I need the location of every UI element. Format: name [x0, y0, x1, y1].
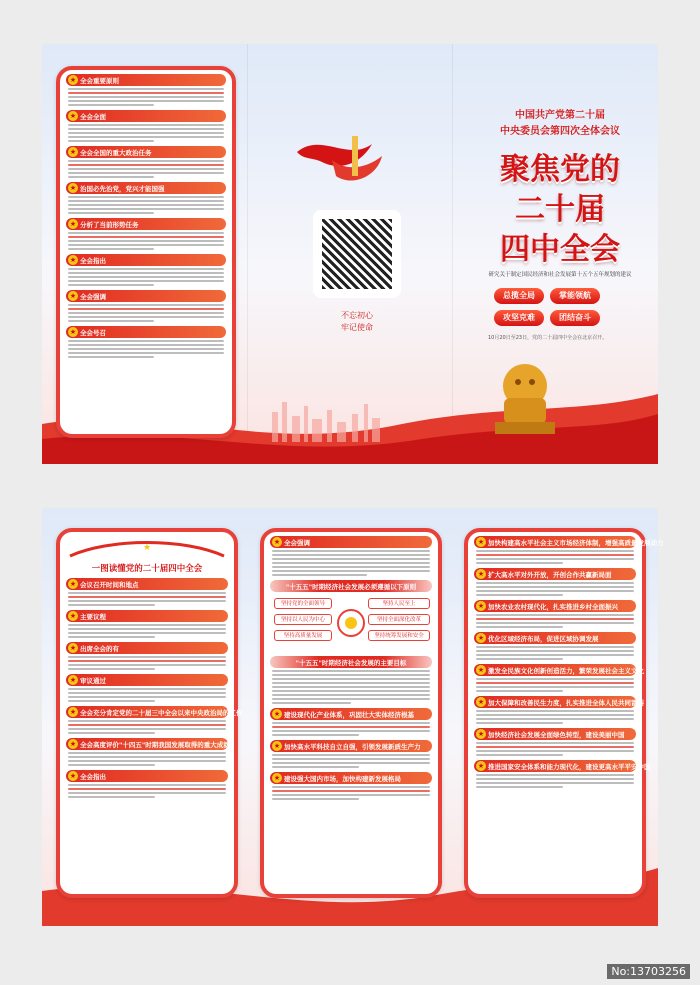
star-icon: ★ — [69, 184, 77, 192]
paragraph-placeholder — [68, 268, 224, 286]
back-mid-section-list — [264, 708, 438, 800]
principle-box: 坚持高质量发展 — [274, 630, 332, 641]
pill-overall: 总揽全局 — [494, 288, 544, 304]
back-right-section-list — [468, 536, 664, 788]
paragraph-placeholder — [68, 784, 226, 798]
pill-tackle: 攻坚克难 — [494, 310, 544, 326]
principles-diagram — [264, 594, 438, 652]
section-title: "十五五"时期经济社会发展必须遵循以下原则 — [270, 580, 432, 592]
paragraph-placeholder — [68, 592, 226, 606]
section-title: ★ 激发全民族文化创新创造活力，繁荣发展社会主义文化 — [474, 664, 636, 676]
principles-hub-icon — [336, 602, 366, 644]
paragraph-placeholder — [476, 550, 634, 564]
star-icon: ★ — [273, 710, 281, 718]
section-title: ★ 建设现代化产业体系，巩固壮大实体经济根基 — [270, 708, 432, 720]
title-line-3: 四中全会 — [500, 232, 620, 267]
section-title: ★ 全会强调 — [66, 290, 226, 302]
star-icon: ★ — [477, 666, 485, 674]
star-icon: ★ — [69, 708, 77, 716]
paragraph-placeholder — [476, 742, 634, 756]
back-left-card — [56, 528, 243, 898]
headline-line-1: 中国共产党第二十届 — [515, 110, 605, 121]
section-title: ★ 全会高度评价"十四五"时期我国发展取得的重大成就 — [66, 738, 228, 750]
paragraph-placeholder — [68, 624, 226, 638]
back-left-section-list — [60, 578, 243, 798]
principle-box: 坚持人民至上 — [368, 598, 430, 609]
star-icon: ★ — [69, 220, 77, 228]
section-title: ★ 优化区域经济布局，促进区域协调发展 — [474, 632, 636, 644]
star-icon: ★ — [69, 772, 77, 780]
flag-torch-icon — [292, 132, 402, 192]
star-icon: ★ — [273, 538, 281, 546]
star-icon: ★ — [69, 644, 77, 652]
section-title: ★ 出席全会的有 — [66, 642, 228, 654]
paragraph-placeholder — [476, 582, 634, 596]
brochure-front — [42, 44, 658, 464]
star-icon: ★ — [69, 292, 77, 300]
section-title: ★ 加快农业农村现代化，扎实推进乡村全面振兴 — [474, 600, 636, 612]
section-title: ★ 全会指出 — [66, 770, 228, 782]
paragraph-placeholder — [272, 722, 430, 736]
star-icon: ★ — [69, 676, 77, 684]
paragraph-placeholder — [272, 754, 430, 768]
principle-box: 坚持统筹发展和安全 — [368, 630, 430, 641]
section-title: ★ 全会充分肯定党的二十届三中全会以来中央政治局的工作 — [66, 706, 228, 718]
paragraph-placeholder — [68, 752, 226, 766]
paragraph-placeholder — [68, 232, 224, 250]
star-icon: ★ — [477, 634, 485, 642]
paragraph-placeholder — [68, 124, 224, 142]
section-title: ★ 会议召开时间和地点 — [66, 578, 228, 590]
star-icon: ★ — [477, 602, 485, 610]
principle-box: 坚持以人民为中心 — [274, 614, 332, 625]
paragraph-placeholder — [476, 678, 634, 692]
section-title: ★ 治国必先治党，党兴才能国强 — [66, 182, 226, 194]
subtitle: 研究关于制定国民经济和社会发展第十五个五年规划的建议 — [488, 272, 632, 278]
star-icon: ★ — [69, 612, 77, 620]
star-icon: ★ — [477, 730, 485, 738]
slogan-line-2: 牢记使命 — [341, 323, 373, 332]
star-icon: ★ — [69, 740, 77, 748]
slogan-line-1: 不忘初心 — [341, 311, 373, 320]
section-title: ★ 加快构建高水平社会主义市场经济体制，增强高质量发展动力 — [474, 536, 636, 548]
section-title: ★ 主要议程 — [66, 610, 228, 622]
front-left-section-list — [60, 74, 232, 358]
section-title: ★ 全会指出 — [66, 254, 226, 266]
section-title: ★ 加大保障和改善民生力度，扎实推进全体人民共同富裕 — [474, 696, 636, 708]
intro-text: 10月20日至23日，党的二十届四中全会在北京召开。 — [488, 335, 608, 341]
section-title: ★ 推进国家安全体系和能力现代化，建设更高水平平安中国 — [474, 760, 636, 772]
star-icon: ★ — [477, 570, 485, 578]
title-line-1: 聚焦党的 — [500, 152, 620, 187]
star-icon: ★ — [477, 762, 485, 770]
paragraph-placeholder — [272, 550, 430, 576]
stone-lion-icon — [490, 356, 560, 436]
paragraph-placeholder — [272, 786, 430, 800]
back-right-card — [464, 528, 664, 898]
star-icon: ★ — [477, 538, 485, 546]
section-title: ★ 全会号召 — [66, 326, 226, 338]
star-icon: ★ — [477, 698, 485, 706]
section-title: ★ 审议通过 — [66, 674, 228, 686]
star-icon: ★ — [69, 112, 77, 120]
paragraph-placeholder — [68, 88, 224, 106]
paragraph-placeholder — [68, 656, 226, 670]
paragraph-placeholder — [68, 160, 224, 178]
pill-lead: 掌能领航 — [550, 288, 600, 304]
section-title: ★ 加快高水平科技自立自强，引领发展新质生产力 — [270, 740, 432, 752]
svg-text:★: ★ — [142, 543, 152, 553]
section-title: ★ 全会全面 — [66, 110, 226, 122]
section-title: ★ 全会重要原则 — [66, 74, 226, 86]
star-icon: ★ — [273, 742, 281, 750]
section-title: ★ 建设强大国内市场，加快构建新发展格局 — [270, 772, 432, 784]
paragraph-placeholder — [68, 304, 224, 322]
section-title: ★ 全会强调 — [270, 536, 432, 548]
principle-box: 坚持全面深化改革 — [368, 614, 430, 625]
title-line-2: 二十届 — [515, 192, 605, 227]
star-icon: ★ — [69, 76, 77, 84]
paragraph-placeholder — [68, 340, 224, 358]
paragraph-placeholder — [68, 196, 224, 214]
paragraph-placeholder — [476, 646, 634, 660]
section-title: ★ 全会全国的重大政治任务 — [66, 146, 226, 158]
paragraph-placeholder — [476, 614, 634, 628]
section-title: "十五五"时期经济社会发展的主要目标 — [270, 656, 432, 668]
paragraph-placeholder — [476, 774, 634, 788]
section-title: ★ 加快经济社会发展全面绿色转型，建设美丽中国 — [474, 728, 636, 740]
star-icon: ★ — [273, 774, 281, 782]
principle-box: 坚持党的全面领导 — [274, 598, 332, 609]
section-title: ★ 分析了当前形势任务 — [66, 218, 226, 230]
pill-unite: 团结奋斗 — [550, 310, 600, 326]
watermark-id: No:13703256 — [607, 964, 690, 979]
paragraph-placeholder — [68, 720, 226, 734]
star-icon: ★ — [69, 580, 77, 588]
star-icon: ★ — [69, 328, 77, 336]
paragraph-placeholder — [68, 688, 226, 702]
section-title: ★ 扩大高水平对外开放，开创合作共赢新局面 — [474, 568, 636, 580]
paragraph-placeholder — [476, 710, 634, 724]
back-mid-card — [260, 528, 442, 898]
paragraph-placeholder — [272, 670, 430, 704]
qr-code-placeholder — [313, 210, 401, 298]
brochure-back — [42, 508, 664, 926]
star-icon: ★ — [69, 256, 77, 264]
banner-title: 一图读懂党的二十届四中全会 — [91, 564, 203, 574]
star-icon: ★ — [69, 148, 77, 156]
headline-line-2: 中央委员会第四次全体会议 — [500, 126, 620, 137]
front-left-card — [56, 66, 236, 438]
